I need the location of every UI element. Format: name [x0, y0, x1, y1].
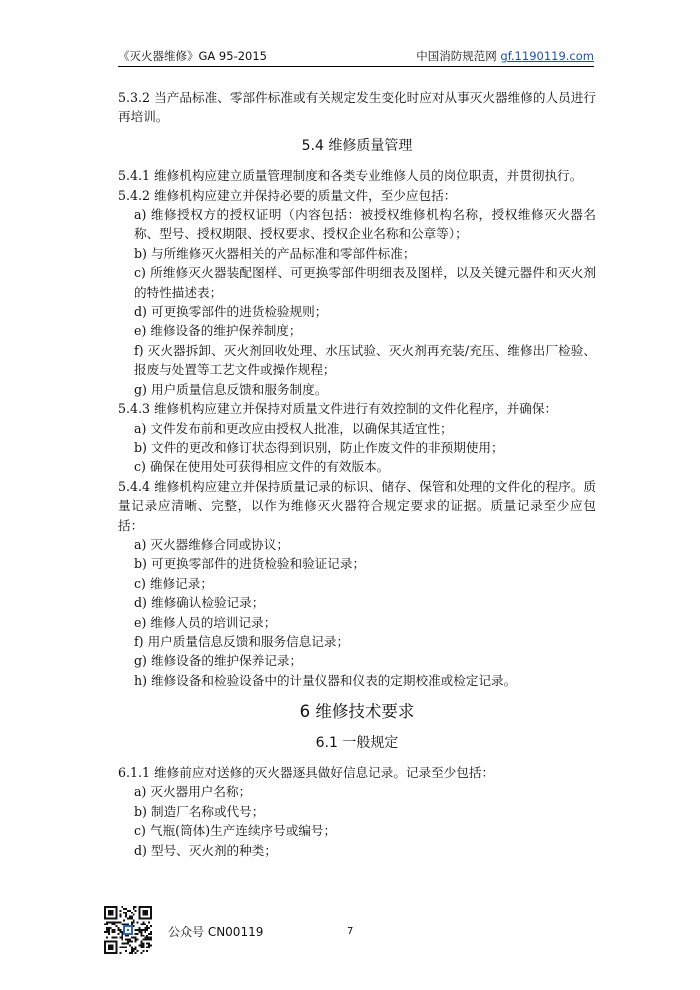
- paragraph: 5.3.2 当产品标准、零部件标准或有关规定发生变化时应对从事灭火器维修的人员进行再培训。: [118, 90, 596, 125]
- list-item: b) 与所维修灭火器相关的产品标准和零部件标准；: [134, 245, 416, 261]
- paragraph: 5.4.2 维修机构应建立并保持必要的质量文件，至少应包括：: [118, 187, 457, 203]
- list-item: c) 维修记录；: [134, 575, 213, 591]
- subsection-heading: 6.1 一般规定: [315, 734, 399, 751]
- list-item: c) 气瓶(筒体)生产连续序号或编号；: [134, 823, 337, 839]
- list-item: c) 所维修灭火器装配图样、可更换零部件明细表及图样，以及关键元器件和灭火剂的特性描述表；: [134, 265, 596, 300]
- list-item: a) 灭火器维修合同或协议；: [134, 536, 289, 552]
- list-item: b) 可更换零部件的进货检验和验证记录；: [134, 556, 366, 572]
- wechat-account-label: 公众号 CN00119: [168, 925, 264, 939]
- section-heading: 6 维修技术要求: [299, 702, 415, 722]
- list-item: e) 维修设备的维护保养制度；: [134, 323, 302, 339]
- paragraph: 5.4.1 维修机构应建立质量管理制度和各类专业维修人员的岗位职责，并贯彻执行。: [118, 168, 583, 184]
- page-number: 7: [347, 926, 354, 937]
- document-body: [118, 88, 596, 860]
- list-item: e) 维修人员的培训记录；: [134, 614, 277, 630]
- list-item: c) 确保在使用处可获得相应文件的有效版本。: [134, 459, 390, 475]
- page-footer: [104, 906, 364, 956]
- header-rule: [118, 66, 594, 67]
- paragraph: 5.4.4 维修机构应建立并保持质量记录的标识、储存、保管和处理的文件化的程序。质量记录应清晰、完整，以作为维修灭火器符合规定要求的证据。质量记录至少应包括：: [118, 478, 596, 533]
- list-item: a) 文件发布前和更改应由授权人批准，以确保其适宜性；: [134, 420, 453, 436]
- list-item: d) 可更换零部件的进货检验规则；: [134, 304, 328, 320]
- subsection-heading: 5.4 维修质量管理: [301, 137, 413, 154]
- list-item: d) 型号、灭火剂的种类；: [134, 842, 277, 858]
- header-site: [416, 48, 594, 64]
- list-item: b) 制造厂名称或代号；: [134, 803, 265, 819]
- page-header: [118, 48, 594, 66]
- qr-code-icon: [104, 906, 152, 954]
- list-item: g) 用户质量信息反馈和服务制度。: [134, 381, 328, 397]
- list-item: f) 用户质量信息反馈和服务信息记录；: [134, 633, 350, 649]
- header-site-name: 中国消防规范网: [416, 49, 497, 63]
- list-item: h) 维修设备和检验设备中的计量仪器和仪表的定期校准或检定记录。: [134, 672, 517, 688]
- list-item: a) 维修授权方的授权证明（内容包括：被授权维修机构名称，授权维修灭火器名称、型号、授权期限、授权要求、授权企业名称和公章等）；: [134, 207, 596, 242]
- list-item: f) 灭火器拆卸、灭火剂回收处理、水压试验、灭火剂再充装/充压、维修出厂检验、报废与处置等工艺文件或操作规程；: [134, 342, 596, 378]
- paragraph: 6.1.1 维修前应对送修的灭火器逐具做好信息记录。记录至少包括：: [118, 765, 495, 780]
- header-doc-title: 《灭火器维修》GA 95-2015: [118, 49, 267, 63]
- list-item: d) 维修确认检验记录；: [134, 595, 265, 611]
- header-site-link[interactable]: gf.1190119.com: [500, 49, 594, 63]
- list-item: a) 灭火器用户名称；: [134, 784, 252, 800]
- paragraph: 5.4.3 维修机构应建立并保持对质量文件进行有效控制的文件化程序，并确保：: [118, 401, 558, 417]
- list-item: b) 文件的更改和修订状态得到识别，防止作废文件的非预期使用；: [134, 439, 504, 455]
- list-item: g) 维修设备的维护保养记录；: [134, 653, 303, 669]
